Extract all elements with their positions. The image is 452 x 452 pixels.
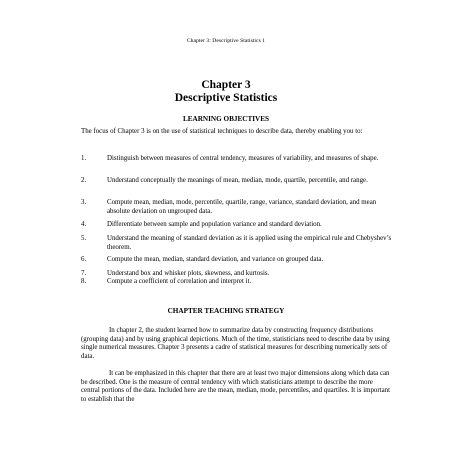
objective-number: 1. — [81, 155, 87, 162]
objective-text: Understand conceptually the meanings of mean, median, mode, quartile, percentile, and range. — [107, 177, 368, 184]
strategy-paragraph: In chapter 2, the student learned how to summarize data by constructing frequency distributions (grouping data) and by using graphical depictions. Much of the time, statisticians need to describe data by using single numerical measures. Chapter 3 presents a cadre of statistical measures for describing numerically sets of data. — [81, 327, 390, 360]
running-head: Chapter 3: Descriptive Statistics 1 — [186, 38, 266, 44]
chapter-number: Chapter 3 — [201, 79, 251, 91]
chapter-subtitle: Descriptive Statistics — [174, 92, 278, 104]
objective-number: 2. — [81, 177, 87, 184]
learning-objectives-heading: LEARNING OBJECTIVES — [182, 115, 270, 123]
objective-text: Distinguish between measures of central tendency, measures of variability, and measures of shape. — [107, 155, 379, 162]
strategy-paragraph: It can be emphasized in this chapter that there are at least two major dimensions along which data can be described. One is the measure of central tendency with which statisticians attempt to describe the more central portions of the data. Included here are the mean, median, mode, percentiles, and quartiles. It is important to establish that the — [81, 370, 391, 403]
objective-number: 5. — [81, 235, 87, 242]
objective-number: 6. — [81, 256, 87, 263]
chapter-title — [0, 79, 452, 105]
objective-text: Understand the meaning of standard deviation as it is applied using the empirical rule and Chebyshev’s theorem. — [107, 235, 392, 251]
objective-number: 7. — [81, 270, 87, 277]
objective-number: 8. — [81, 278, 87, 285]
objective-number: 4. — [81, 221, 87, 228]
objective-text: Compute the mean, median, standard deviation, and variance on grouped data. — [107, 256, 324, 263]
objectives-intro: The focus of Chapter 3 is on the use of statistical techniques to describe data, thereby enabling you to: — [81, 128, 363, 135]
teaching-strategy-heading: CHAPTER TEACHING STRATEGY — [167, 307, 285, 315]
objective-text: Compute mean, median, mode, percentile, quartile, range, variance, standard deviation, and mean absolute deviation on ungrouped data. — [107, 199, 377, 215]
objective-number: 3. — [81, 199, 87, 206]
objective-text: Differentiate between sample and population variance and standard deviation. — [107, 221, 322, 228]
objective-text: Compute a coefficient of correlation and interpret it. — [107, 278, 252, 285]
objective-text: Understand box and whisker plots, skewness, and kurtosis. — [107, 270, 270, 277]
